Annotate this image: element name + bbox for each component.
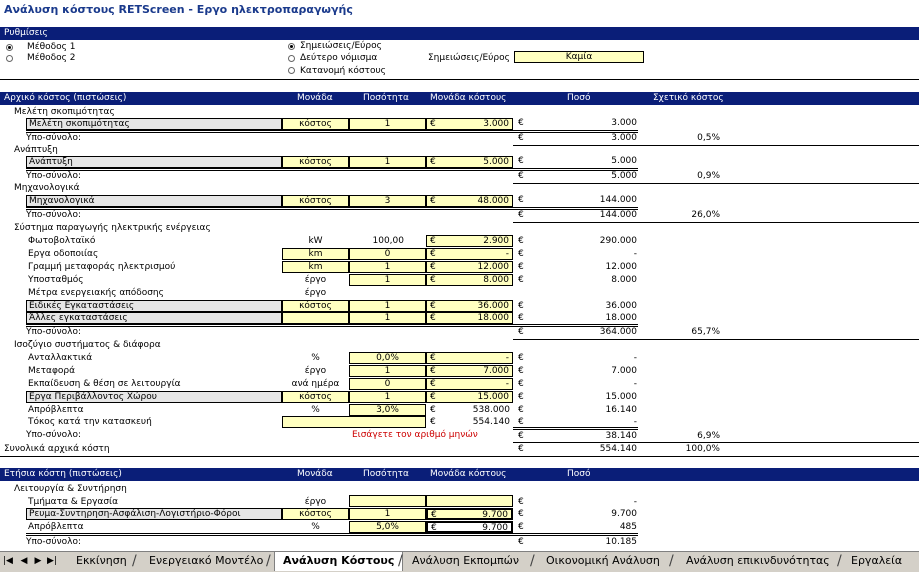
currency-symbol: € bbox=[518, 417, 524, 427]
power-other-unit[interactable] bbox=[282, 312, 349, 324]
development-unit-cost[interactable]: € 5.000 bbox=[426, 156, 513, 168]
annual-col-amount-header: Ποσό bbox=[567, 469, 591, 479]
power-substation-unit: έργο bbox=[304, 275, 327, 285]
power-pv-label: Φωτοβολταϊκό bbox=[28, 236, 96, 246]
power-special-unit[interactable]: κόστος bbox=[282, 300, 349, 312]
currency-symbol: € bbox=[430, 417, 436, 427]
om-utilities-qty[interactable]: 1 bbox=[349, 508, 426, 520]
tab-energy-model[interactable]: Ενεργειακό Μοντέλο bbox=[149, 554, 264, 567]
currency-symbol: € bbox=[430, 405, 436, 415]
power-line-label: Γραμμή μεταφοράς ηλεκτρισμού bbox=[28, 262, 176, 272]
engineering-relative: 26,0% bbox=[691, 210, 720, 220]
power-roads-amount: - bbox=[633, 249, 637, 259]
power-roads-qty[interactable]: 0 bbox=[349, 248, 426, 260]
om-parts-unit-cost[interactable] bbox=[426, 495, 513, 507]
notes-option-label: Σημειώσεις/Εύρος bbox=[300, 41, 382, 51]
annual-costs-header: Ετήσια κόστη (πιστώσεις) bbox=[4, 469, 122, 479]
method2-radio[interactable] bbox=[6, 55, 13, 62]
annual-col-quantity-header: Ποσότητα bbox=[363, 469, 409, 479]
col-amount-header: Ποσό bbox=[567, 93, 591, 103]
bos-interest-label: Τόκος κατά την κατασκευή bbox=[28, 417, 152, 427]
annual-col-unit-header: Μονάδα bbox=[297, 469, 333, 479]
feasibility-qty[interactable]: 1 bbox=[349, 118, 426, 130]
currency-symbol: € bbox=[518, 379, 524, 389]
col-quantity-header: Ποσότητα bbox=[363, 93, 409, 103]
method2-label: Μέθοδος 2 bbox=[27, 53, 76, 63]
bos-subtotal: 38.140 bbox=[605, 431, 637, 441]
bos-transport-label: Μεταφορά bbox=[28, 366, 76, 376]
om-parts-amount: - bbox=[633, 497, 637, 507]
power-special-unit-cost[interactable]: € 36.000 bbox=[426, 300, 513, 312]
tab-emission-analysis[interactable]: Ανάλυση Εκπομπών bbox=[412, 554, 519, 567]
om-utilities-label: Ρευμα-Συντηρηση-Ασφάλιση-Λογιστήριο-Φόροι bbox=[26, 508, 282, 520]
bos-landscape-amount: 15.000 bbox=[605, 392, 637, 402]
tab-separator: / bbox=[669, 553, 674, 569]
bos-training-qty[interactable]: 0 bbox=[349, 378, 426, 390]
engineering-unit-cost[interactable]: € 48.000 bbox=[426, 195, 513, 207]
feasibility-subtotal-label: Υπο-σύνολο: bbox=[26, 133, 81, 143]
bos-transport-unit: έργο bbox=[304, 366, 327, 376]
om-utilities-unit-cost[interactable]: € 9.700 bbox=[426, 508, 513, 520]
currency-symbol: € bbox=[518, 133, 524, 143]
bos-training-amount: - bbox=[633, 379, 637, 389]
currency-symbol: € bbox=[518, 366, 524, 376]
power-roads-unit-cost[interactable]: € - bbox=[426, 248, 513, 260]
power-line-amount: 12.000 bbox=[605, 262, 637, 272]
interest-warning: Εισάγετε τον αριθμό μηνών bbox=[352, 430, 478, 440]
currency-symbol: € bbox=[518, 249, 524, 259]
power-roads-label: Εργα οδοποιίας bbox=[28, 249, 99, 259]
bos-contingency-amount: 16.140 bbox=[605, 405, 637, 415]
bos-training-unit-cost[interactable]: € - bbox=[426, 378, 513, 390]
bos-relative: 6,9% bbox=[697, 431, 720, 441]
om-contingency-label: Απρόβλεπτα bbox=[28, 522, 84, 532]
bos-transport-qty[interactable]: 1 bbox=[349, 365, 426, 377]
notes-select-label: Σημειώσεις/Εύρος bbox=[428, 53, 510, 63]
power-relative: 65,7% bbox=[691, 327, 720, 337]
method1-radio[interactable] bbox=[6, 44, 13, 51]
power-substation-qty[interactable]: 1 bbox=[349, 274, 426, 286]
bos-spare-label: Ανταλλακτικά bbox=[28, 353, 93, 363]
currency-symbol: € bbox=[518, 313, 524, 323]
first-sheet-button[interactable]: |◀ bbox=[3, 556, 13, 566]
currency-symbol: € bbox=[518, 522, 524, 532]
settings-header-band bbox=[0, 27, 919, 40]
total-initial-relative: 100,0% bbox=[685, 444, 720, 454]
feasibility-unit-cost[interactable]: € 3.000 bbox=[426, 118, 513, 130]
page-title: Ανάλυση κόστους RETScreen - Εργο ηλεκτροπαραγωγής bbox=[4, 3, 353, 16]
power-subtotal: 364.000 bbox=[599, 327, 637, 337]
power-roads-unit[interactable]: km bbox=[282, 248, 349, 260]
total-initial-label: Συνολικά αρχικά κόστη bbox=[4, 444, 110, 454]
power-substation-amount: 8.000 bbox=[611, 275, 637, 285]
bos-interest-base: 554.140 bbox=[472, 417, 510, 427]
development-qty[interactable]: 1 bbox=[349, 156, 426, 168]
power-efficiency-label: Μέτρα ενεργειακής απόδοσης bbox=[28, 288, 164, 298]
annual-col-unit-cost-header: Μονάδα κόστους bbox=[430, 469, 507, 479]
tab-financial-analysis[interactable]: Οικονομική Ανάλυση bbox=[546, 554, 660, 567]
bos-landscape-unit-cost[interactable]: € 15.000 bbox=[426, 391, 513, 403]
bos-contingency-unit: % bbox=[311, 405, 320, 415]
feasibility-relative: 0,5% bbox=[697, 133, 720, 143]
currency-symbol: € bbox=[518, 444, 524, 454]
bos-subtotal-label: Υπο-σύνολο: bbox=[26, 430, 81, 440]
bos-title: Ισοζύγιο συστήματος & διάφορα bbox=[14, 340, 161, 350]
engineering-subtotal: 144.000 bbox=[599, 210, 637, 220]
bos-landscape-qty[interactable]: 1 bbox=[349, 391, 426, 403]
power-title: Σύστημα παραγωγής ηλεκτρικής ενέργειας bbox=[14, 223, 211, 233]
bos-training-unit: ανά ημέρα bbox=[291, 379, 340, 389]
next-sheet-button[interactable]: ▶ bbox=[34, 556, 42, 566]
power-pv-unit: kW bbox=[308, 236, 323, 246]
development-relative: 0,9% bbox=[697, 171, 720, 181]
om-title: Λειτουργία & Συντήρηση bbox=[14, 484, 127, 494]
power-subtotal-label: Υπο-σύνολο: bbox=[26, 327, 81, 337]
development-subtotal-label: Υπο-σύνολο: bbox=[26, 171, 81, 181]
currency-symbol: € bbox=[518, 195, 524, 205]
tab-separator: / bbox=[398, 553, 403, 569]
feasibility-unit[interactable]: κόστος bbox=[282, 118, 349, 130]
engineering-amount: 144.000 bbox=[599, 195, 637, 205]
bos-contingency-base: 538.000 bbox=[472, 405, 510, 415]
power-pv-unit-cost[interactable]: € 2.900 bbox=[426, 235, 513, 247]
feasibility-row-label: Μελέτη σκοπιμότητας bbox=[26, 118, 282, 130]
development-subtotal: 5.000 bbox=[611, 171, 637, 181]
currency-symbol: € bbox=[518, 497, 524, 507]
power-pv-qty: 100,00 bbox=[372, 236, 404, 246]
tab-startup[interactable]: Εκκίνηση bbox=[76, 554, 127, 567]
bos-spare-amount: - bbox=[633, 353, 637, 363]
om-parts-label: Τμήματα & Εργασία bbox=[28, 497, 119, 507]
col-relative-header: Σχετικό κόστος bbox=[653, 93, 724, 103]
feasibility-subtotal: 3.000 bbox=[611, 133, 637, 143]
cost-allocation-radio[interactable] bbox=[288, 67, 295, 74]
bos-landscape-label: Εργα Περιβάλλοντος Χώρου bbox=[26, 391, 282, 403]
currency-symbol: € bbox=[518, 236, 524, 246]
power-line-qty[interactable]: 1 bbox=[349, 261, 426, 273]
power-special-qty[interactable]: 1 bbox=[349, 300, 426, 312]
engineering-qty[interactable]: 3 bbox=[349, 195, 426, 207]
bos-transport-unit-cost[interactable]: € 7.000 bbox=[426, 365, 513, 377]
power-line-unit[interactable]: km bbox=[282, 261, 349, 273]
bos-contingency-qty[interactable]: 3,0% bbox=[349, 404, 426, 416]
currency-symbol: € bbox=[518, 392, 524, 402]
om-contingency-amount: 485 bbox=[619, 522, 637, 532]
currency-symbol: € bbox=[518, 431, 524, 441]
bos-landscape-unit[interactable]: κόστος bbox=[282, 391, 349, 403]
notes-option-radio[interactable] bbox=[288, 43, 295, 50]
om-parts-qty[interactable] bbox=[349, 495, 426, 507]
notes-select[interactable]: Καμία bbox=[514, 51, 644, 63]
om-contingency-unit: % bbox=[311, 522, 320, 532]
om-utilities-unit[interactable]: κόστος bbox=[282, 508, 349, 520]
tab-separator: / bbox=[132, 553, 137, 569]
sheet-tab-bar bbox=[0, 551, 919, 572]
tab-tools[interactable]: Εργαλεία bbox=[851, 554, 903, 567]
currency-symbol: € bbox=[518, 275, 524, 285]
feasibility-amount: 3.000 bbox=[611, 118, 637, 128]
total-initial-amount: 554.140 bbox=[599, 444, 637, 454]
power-efficiency-unit: έργο bbox=[304, 288, 327, 298]
engineering-row-label: Μηχανολογικά bbox=[26, 195, 282, 207]
development-amount: 5.000 bbox=[611, 156, 637, 166]
engineering-unit[interactable]: κόστος bbox=[282, 195, 349, 207]
development-unit[interactable]: κόστος bbox=[282, 156, 349, 168]
bos-spare-unit: % bbox=[311, 353, 320, 363]
om-subtotal-label: Υπο-σύνολο: bbox=[26, 537, 81, 547]
power-special-amount: 36.000 bbox=[605, 301, 637, 311]
om-contingency-base: € 9.700 bbox=[426, 521, 513, 533]
second-currency-radio[interactable] bbox=[288, 55, 295, 62]
currency-symbol: € bbox=[518, 509, 524, 519]
col-unit-header: Μονάδα bbox=[297, 93, 333, 103]
currency-symbol: € bbox=[518, 156, 524, 166]
currency-symbol: € bbox=[518, 353, 524, 363]
initial-costs-header: Αρχικό κόστος (πιστώσεις) bbox=[4, 93, 127, 103]
feasibility-title: Μελέτη σκοπιμότητας bbox=[14, 107, 115, 117]
power-pv-amount: 290.000 bbox=[599, 236, 637, 246]
currency-symbol: € bbox=[518, 301, 524, 311]
engineering-subtotal-label: Υπο-σύνολο: bbox=[26, 210, 81, 220]
tab-separator: / bbox=[266, 553, 271, 569]
tab-separator: / bbox=[530, 553, 535, 569]
power-substation-unit-cost[interactable]: € 8.000 bbox=[426, 274, 513, 286]
bos-transport-amount: 7.000 bbox=[611, 366, 637, 376]
annual-costs-header-band bbox=[0, 468, 919, 481]
power-special-label: Ειδικές Εγκαταστάσεις bbox=[26, 300, 282, 312]
currency-symbol: € bbox=[518, 171, 524, 181]
power-substation-label: Υποσταθμός bbox=[28, 275, 84, 285]
currency-symbol: € bbox=[518, 262, 524, 272]
development-title: Ανάπτυξη bbox=[14, 145, 58, 155]
bos-contingency-label: Απρόβλεπτα bbox=[28, 405, 84, 415]
engineering-title: Μηχανολογικά bbox=[14, 183, 80, 193]
development-row-label: Ανάπτυξη bbox=[26, 156, 282, 168]
power-other-unit-cost[interactable]: € 18.000 bbox=[426, 312, 513, 324]
tab-risk-analysis[interactable]: Ανάλυση επικινδυνότητας bbox=[686, 554, 830, 567]
currency-symbol: € bbox=[518, 118, 524, 128]
power-other-qty[interactable]: 1 bbox=[349, 312, 426, 324]
tab-cost-analysis[interactable]: Ανάλυση Κόστους bbox=[274, 552, 403, 571]
cost-allocation-label: Κατανομή κόστους bbox=[300, 66, 386, 76]
tab-separator: / bbox=[837, 553, 842, 569]
bos-spare-qty[interactable]: 0,0% bbox=[349, 352, 426, 364]
settings-header: Ρυθμίσεις bbox=[4, 28, 48, 38]
initial-costs-header-band bbox=[0, 92, 919, 105]
second-currency-label: Δεύτερο νόμισμα bbox=[300, 53, 378, 63]
bos-training-label: Εκπαίδευση & θέση σε λειτουργία bbox=[28, 379, 181, 389]
power-line-unit-cost[interactable]: € 12.000 bbox=[426, 261, 513, 273]
col-unit-cost-header: Μονάδα κόστους bbox=[430, 93, 507, 103]
om-contingency-qty[interactable]: 5,0% bbox=[349, 521, 426, 533]
power-other-label: Άλλες εγκαταστάσεις bbox=[26, 312, 282, 324]
bos-interest-amount: - bbox=[633, 417, 637, 427]
last-sheet-button[interactable]: ▶| bbox=[47, 556, 57, 566]
bos-spare-unit-cost[interactable]: € - bbox=[426, 352, 513, 364]
om-utilities-amount: 9.700 bbox=[611, 509, 637, 519]
currency-symbol: € bbox=[518, 327, 524, 337]
currency-symbol: € bbox=[518, 537, 524, 547]
currency-symbol: € bbox=[518, 405, 524, 415]
om-parts-unit: έργο bbox=[304, 497, 327, 507]
power-other-amount: 18.000 bbox=[605, 313, 637, 323]
currency-symbol: € bbox=[518, 210, 524, 220]
bos-interest-months-input[interactable] bbox=[282, 416, 426, 428]
method1-label: Μέθοδος 1 bbox=[27, 42, 76, 52]
previous-sheet-button[interactable]: ◀ bbox=[20, 556, 28, 566]
om-subtotal: 10.185 bbox=[605, 537, 637, 547]
